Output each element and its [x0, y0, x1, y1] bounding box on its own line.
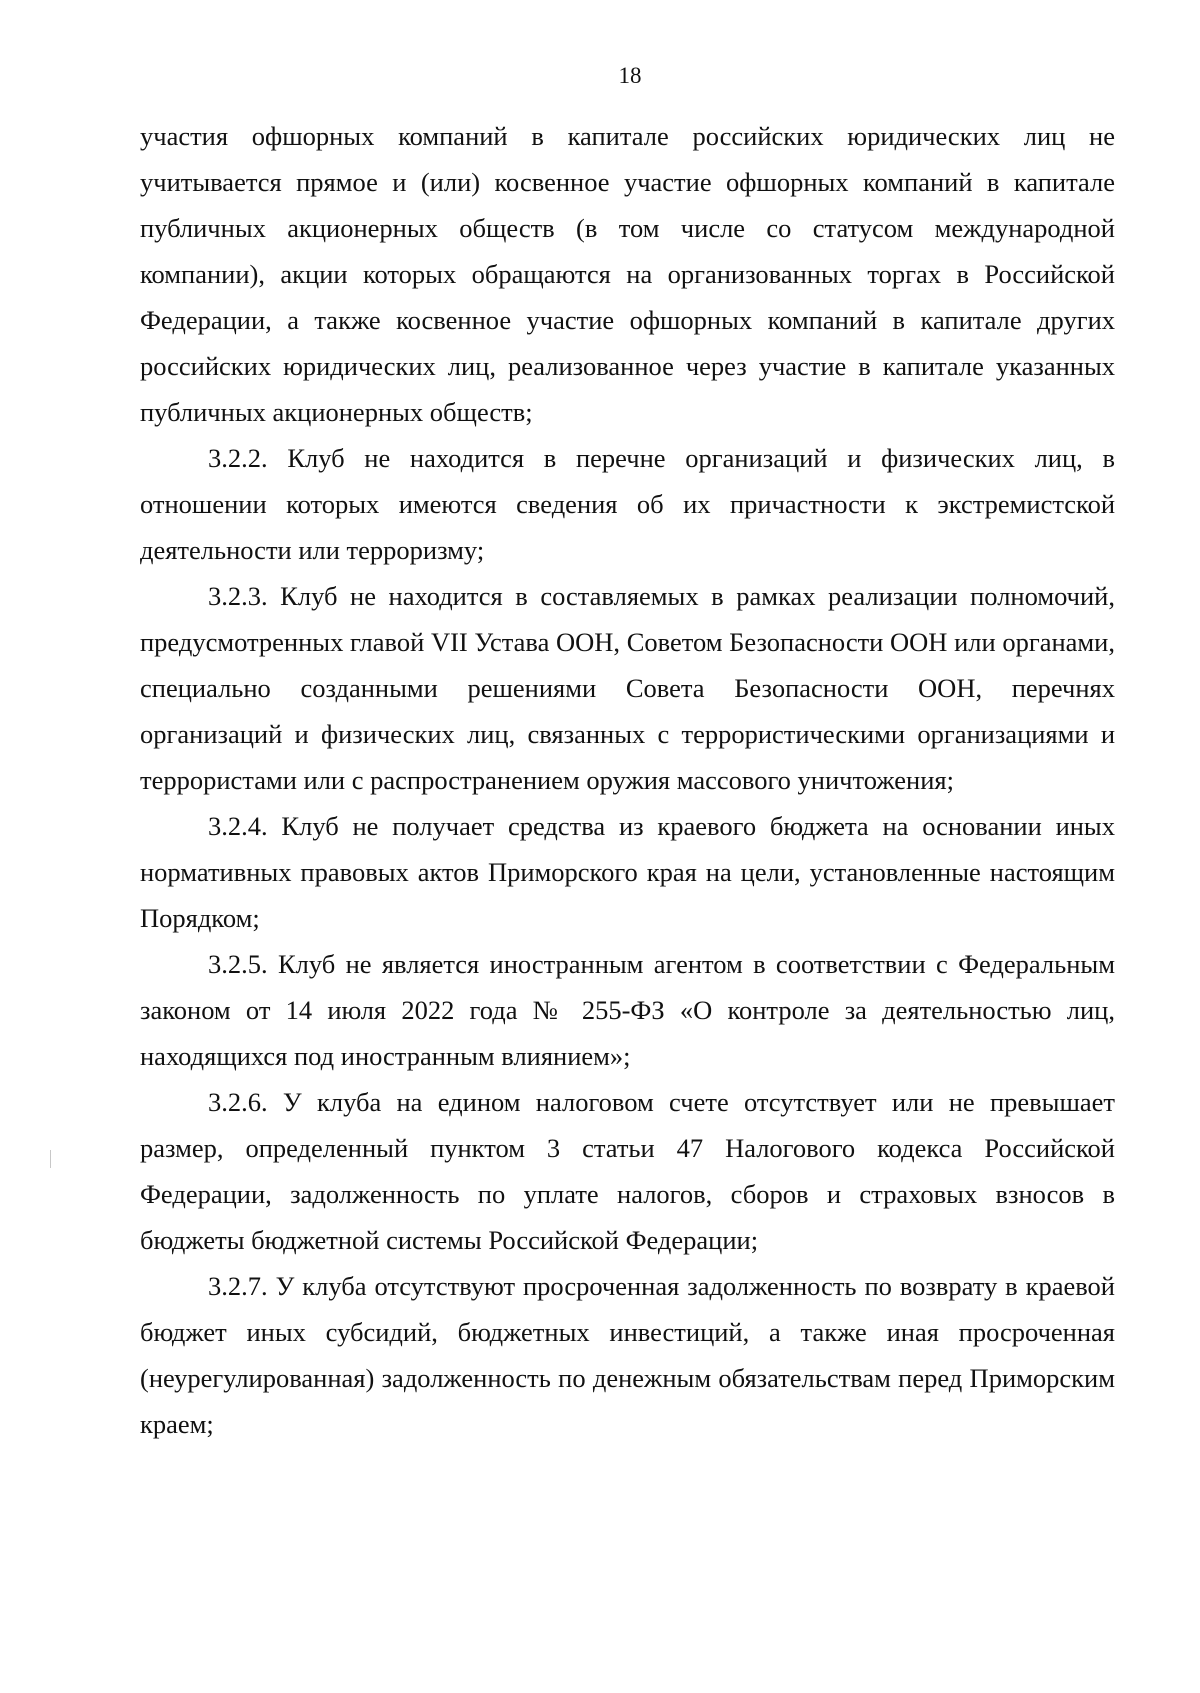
- document-body: [140, 113, 1115, 1447]
- paragraph-3-2-5: 3.2.5. Клуб не является иностранным агентом в соответствии с Федеральным законом от 14 июля 2022 года № 255-ФЗ «О контроле за деятельностью лиц, находящихся под иностранным влиянием»;: [140, 949, 1115, 1071]
- paragraph-3-2-7: 3.2.7. У клуба отсутствуют просроченная задолженность по возврату в краевой бюджет иных субсидий, бюджетных инвестиций, а также иная просроченная (неурегулированная) задолженность по денежным обязательствам перед Приморским краем;: [140, 1271, 1115, 1439]
- paragraph-3-2-6: 3.2.6. У клуба на едином налоговом счете отсутствует или не превышает размер, определенный пунктом 3 статьи 47 Налогового кодекса Российской Федерации, задолженность по уплате налогов, сборов и страховых взносов в бюджеты бюджетной системы Российской Федерации;: [140, 1087, 1115, 1255]
- scan-artifact-mark: [50, 1150, 51, 1168]
- paragraph-3-2-4: 3.2.4. Клуб не получает средства из краевого бюджета на основании иных нормативных правовых актов Приморского края на цели, установленные настоящим Порядком;: [140, 811, 1115, 933]
- paragraph-3-2-3: 3.2.3. Клуб не находится в составляемых в рамках реализации полномочий, предусмотренных главой VII Устава ООН, Советом Безопасности ООН или органами, специально созданными решениями Совета Безопасности ООН, перечнях организаций и физических лиц, связанных с террористическими организациями и террористами или с распространением оружия массового уничтожения;: [140, 581, 1115, 795]
- paragraph-3-2-2: 3.2.2. Клуб не находится в перечне организаций и физических лиц, в отношении которых имеются сведения об их причастности к экстремистской деятельности или терроризму;: [140, 443, 1115, 565]
- paragraph-continuation: участия офшорных компаний в капитале российских юридических лиц не учитывается прямое и (или) косвенное участие офшорных компаний в капитале публичных акционерных обществ (в том числе со статусом международной компании), акции которых обращаются на организованных торгах в Российской Федерации, а также косвенное участие офшорных компаний в капитале других российских юридических лиц, реализованное через участие в капитале указанных публичных акционерных обществ;: [140, 121, 1115, 427]
- page-number: 18: [618, 63, 642, 88]
